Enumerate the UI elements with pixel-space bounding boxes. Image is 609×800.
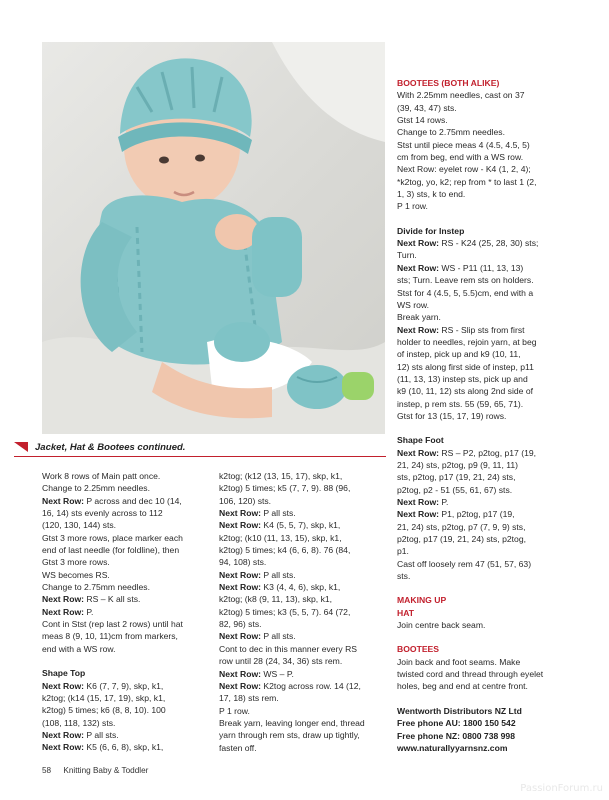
row-text: WS - P11 (11, 13, 13) xyxy=(439,262,524,273)
paragraph-gap xyxy=(397,693,567,705)
text-line xyxy=(42,507,210,519)
row-label: Next Row: xyxy=(219,508,262,519)
row-text: P. xyxy=(439,497,449,507)
text-line xyxy=(42,556,210,568)
text-line xyxy=(397,619,567,631)
text-line xyxy=(219,717,387,729)
row-text: of instep, pick up and k9 (10, 11, xyxy=(397,349,521,360)
text-line xyxy=(397,558,567,570)
section-heading: Free phone AU: 1800 150 542 xyxy=(397,718,516,729)
text-line xyxy=(219,630,387,642)
row-text: P all sts. xyxy=(261,569,296,580)
row-text: fasten off. xyxy=(219,742,257,753)
text-line xyxy=(219,482,387,494)
text-line xyxy=(397,348,567,360)
text-line xyxy=(397,570,567,582)
publication-title: Knitting Baby & Toddler xyxy=(63,766,149,775)
row-label: Next Row: xyxy=(42,594,85,605)
row-text: (120, 130, 144) sts. xyxy=(42,520,117,531)
row-text: K4 (5, 5, 7), skp, k1, xyxy=(261,520,341,531)
row-text: (108, 118, 132) sts. xyxy=(42,717,116,728)
text-line xyxy=(42,618,210,630)
text-line xyxy=(397,324,567,336)
row-text: cm from beg, end with a WS row. xyxy=(397,152,524,163)
row-text: P1, p2tog, p17 (19, xyxy=(439,509,515,520)
text-line xyxy=(397,545,567,557)
row-text: k2tog; (k12 (13, 15, 17), skp, k1, xyxy=(219,471,343,481)
text-line xyxy=(397,139,567,151)
text-line xyxy=(219,532,387,544)
row-text: instep, p rem sts. 55 (59, 65, 71). xyxy=(397,398,524,409)
text-line xyxy=(42,482,210,494)
text-line xyxy=(219,569,387,581)
row-text: yarn through rem sts, draw up tightly, xyxy=(219,730,360,741)
row-label: Next Row: xyxy=(397,324,440,335)
text-line xyxy=(42,680,210,692)
text-line xyxy=(397,102,567,114)
row-text: Break yarn. xyxy=(397,312,441,323)
text-line xyxy=(397,200,567,212)
row-text: P 1 row. xyxy=(397,201,428,212)
watermark: PassionForum.ru xyxy=(520,783,603,794)
text-line xyxy=(397,188,567,200)
text-line xyxy=(219,544,387,556)
text-line xyxy=(42,606,210,618)
text-line xyxy=(397,151,567,163)
text-line xyxy=(397,299,567,311)
text-line xyxy=(42,729,210,741)
row-text: k2tog; (k8 (9, 11, 13), skp, k1, xyxy=(219,594,333,605)
text-line xyxy=(219,470,387,482)
section-heading-red: HAT xyxy=(397,607,415,618)
text-line xyxy=(397,496,567,508)
text-line xyxy=(397,521,567,533)
row-text: RS - Slip sts from first xyxy=(439,324,525,335)
row-text: RS – K all sts. xyxy=(84,594,141,605)
row-label: Next Row: xyxy=(42,495,85,506)
row-text: holder to needles, rejoin yarn, at beg xyxy=(397,336,537,347)
row-label: Next Row: xyxy=(42,729,85,740)
text-line xyxy=(42,717,210,729)
text-line xyxy=(42,532,210,544)
caption-text: Jacket, Hat & Bootees continued. xyxy=(35,441,186,453)
row-label: Next Row: xyxy=(42,680,85,691)
text-line xyxy=(397,114,567,126)
row-text: Change to 2.75mm needles. xyxy=(397,127,505,138)
row-text: Change to 2.75mm needles. xyxy=(42,582,150,593)
text-line xyxy=(397,373,567,385)
text-line xyxy=(397,385,567,397)
row-label: Next Row: xyxy=(397,262,440,273)
text-line xyxy=(397,287,567,299)
text-line xyxy=(219,519,387,531)
paragraph-gap xyxy=(397,582,567,594)
text-line xyxy=(397,249,567,261)
paragraph-gap xyxy=(397,422,567,434)
text-line xyxy=(219,556,387,568)
row-text: p1. xyxy=(397,546,409,557)
row-text: Cast off loosely rem 47 (51, 57, 63) xyxy=(397,558,532,569)
row-text: Next Row: eyelet row - K4 (1, 2, 4); xyxy=(397,164,531,175)
text-line xyxy=(219,729,387,741)
row-text: K3 (4, 4, 6), skp, k1, xyxy=(261,582,341,593)
column-3 xyxy=(397,77,567,754)
text-line xyxy=(219,668,387,680)
text-line xyxy=(42,519,210,531)
text-line xyxy=(219,680,387,692)
text-line xyxy=(42,495,210,507)
text-line xyxy=(397,361,567,373)
row-label: Next Row: xyxy=(397,447,440,458)
text-line xyxy=(397,311,567,323)
text-line xyxy=(42,581,210,593)
row-text: p2tog, p2 - 51 (55, 61, 67) sts. xyxy=(397,484,513,495)
row-label: Next Row: xyxy=(42,606,85,617)
row-text: k2tog; (k14 (15, 17, 19), skp, k1, xyxy=(42,692,166,703)
row-label: Next Row: xyxy=(219,668,262,679)
row-text: 17, 18) sts rem. xyxy=(219,693,279,704)
paragraph-gap xyxy=(42,655,210,667)
row-text: 12) sts along first side of instep, p11 xyxy=(397,361,534,372)
row-text: (39, 43, 47) sts. xyxy=(397,102,457,113)
baby-illustration xyxy=(42,42,385,434)
row-text: Gtst 14 rows. xyxy=(397,115,448,126)
text-line xyxy=(42,569,210,581)
row-label: Next Row: xyxy=(397,509,440,520)
page-footer xyxy=(42,766,148,775)
row-text: k2tog) 5 times; k4 (6, 6, 8). 76 (84, xyxy=(219,545,351,556)
text-line xyxy=(219,705,387,717)
row-text: Gtst 3 more rows. xyxy=(42,557,110,568)
text-line xyxy=(397,176,567,188)
row-text: K6 (7, 7, 9), skp, k1, xyxy=(84,680,164,691)
section-heading: Free phone NZ: 0800 738 998 xyxy=(397,730,515,741)
row-text: Gtst 3 more rows, place marker each xyxy=(42,532,183,543)
text-line xyxy=(397,89,567,101)
text-line xyxy=(397,163,567,175)
row-text: Gtst for 13 (15, 17, 19) rows. xyxy=(397,410,507,421)
row-text: Cont to dec in this manner every RS xyxy=(219,643,358,654)
text-line xyxy=(42,692,210,704)
row-text: 106, 120) sts. xyxy=(219,495,272,506)
row-text: sts. xyxy=(397,571,411,582)
row-text: (11, 13, 13) instep sts, pick up and xyxy=(397,373,528,384)
text-line xyxy=(219,692,387,704)
text-line xyxy=(219,581,387,593)
row-text: WS becomes RS. xyxy=(42,569,110,580)
row-text: k2tog; (k10 (11, 13, 15), skp, k1, xyxy=(219,532,342,543)
row-text: *k2tog, yo, k2; rep from * to last 1 (2, xyxy=(397,176,537,187)
column-2 xyxy=(219,470,387,754)
section-heading: Wentworth Distributors NZ Ltd xyxy=(397,705,522,716)
row-text: sts, p2tog, p17 (19, 21, 24) sts, xyxy=(397,472,516,483)
page-number: 58 xyxy=(42,766,52,775)
row-text: k2tog) 5 times; k5 (7, 7, 9). 88 (96, xyxy=(219,483,351,494)
row-text: Change to 2.25mm needles. xyxy=(42,483,150,494)
row-text: 21, 24) sts, p2tog, p9 (9, 11, 11) xyxy=(397,459,519,470)
text-line xyxy=(219,655,387,667)
row-text: 94, 108) sts. xyxy=(219,557,267,568)
row-label: Next Row: xyxy=(397,497,440,507)
row-text: P all sts. xyxy=(261,631,296,642)
text-line xyxy=(219,495,387,507)
row-text: WS row. xyxy=(397,299,429,310)
caption-bar xyxy=(14,440,386,454)
text-line xyxy=(219,507,387,519)
text-line xyxy=(219,606,387,618)
row-text: meas 8 (9, 10, 11)cm from markers, xyxy=(42,631,178,642)
text-line xyxy=(42,630,210,642)
text-line xyxy=(397,237,567,249)
text-line xyxy=(42,741,210,753)
section-heading-red: BOOTEES xyxy=(397,644,440,655)
row-text: Join centre back seam. xyxy=(397,620,486,631)
text-line xyxy=(219,618,387,630)
section-heading: www.naturallyyarnsnz.com xyxy=(397,742,508,753)
text-line xyxy=(397,471,567,483)
row-text: Stst for 4 (4.5, 5, 5.5)cm, end with a xyxy=(397,287,534,298)
section-heading: Divide for Instep xyxy=(397,225,465,236)
row-text: K5 (6, 6, 8), skp, k1, xyxy=(84,742,164,753)
row-text: end with a WS row. xyxy=(42,643,116,654)
row-label: Next Row: xyxy=(219,582,262,593)
row-text: end of last needle (for foldline), then xyxy=(42,545,180,556)
row-text: P all sts. xyxy=(261,508,296,519)
text-line xyxy=(397,262,567,274)
text-line xyxy=(397,274,567,286)
row-label: Next Row: xyxy=(219,569,262,580)
text-line xyxy=(397,668,567,680)
section-heading: Shape Top xyxy=(42,668,86,679)
row-text: RS - K24 (25, 28, 30) sts; xyxy=(439,238,539,249)
text-line xyxy=(397,533,567,545)
text-line xyxy=(219,742,387,754)
row-text: WS – P. xyxy=(261,668,294,679)
text-line xyxy=(219,643,387,655)
row-text: Break yarn, leaving longer end, thread xyxy=(219,717,365,728)
row-text: K2tog across row. 14 (12, xyxy=(261,680,361,691)
text-line xyxy=(42,470,210,482)
row-text: With 2.25mm needles, cast on 37 xyxy=(397,90,525,101)
row-text: 16, 14) sts evenly across to 112 xyxy=(42,508,163,519)
section-heading-red: MAKING UP xyxy=(397,595,447,606)
text-line xyxy=(397,656,567,668)
text-line xyxy=(397,484,567,496)
row-text: holes, beg and end at centre front. xyxy=(397,681,528,692)
baby-photo xyxy=(42,42,385,434)
row-text: Stst until piece meas 4 (4.5, 4.5, 5) xyxy=(397,139,530,150)
row-label: Next Row: xyxy=(219,520,262,531)
text-line xyxy=(42,704,210,716)
text-line xyxy=(42,593,210,605)
row-text: Cont in Stst (rep last 2 rows) until hat xyxy=(42,619,183,630)
row-text: P all sts. xyxy=(84,729,119,740)
row-text: P 1 row. xyxy=(219,705,250,716)
row-text: 21, 24) sts, p2tog, p7 (7, 9, 9) sts, xyxy=(397,521,526,532)
row-text: row until 28 (24, 34, 36) sts rem. xyxy=(219,656,343,667)
text-line xyxy=(397,459,567,471)
column-1 xyxy=(42,470,210,754)
text-line xyxy=(397,508,567,520)
row-text: sts; Turn. Leave rem sts on holders. xyxy=(397,275,534,286)
paragraph-gap xyxy=(397,631,567,643)
section-heading-red: BOOTEES (BOTH ALIKE) xyxy=(397,78,500,88)
text-line xyxy=(397,126,567,138)
row-text: k2tog) 5 times; k3 (5, 5, 7). 64 (72, xyxy=(219,606,351,617)
paragraph-gap xyxy=(397,213,567,225)
row-text: twisted cord and thread through eyelet xyxy=(397,669,544,680)
row-text: Work 8 rows of Main patt once. xyxy=(42,471,161,481)
row-text: p2tog, p17 (19, 21, 24) sts, p2tog, xyxy=(397,534,526,545)
row-text: 1, 3) sts, k to end. xyxy=(397,189,466,200)
row-text: 82, 96) sts. xyxy=(219,619,262,630)
text-line xyxy=(397,336,567,348)
row-text: P. xyxy=(84,606,94,617)
row-text: RS – P2, p2tog, p17 (19, xyxy=(439,447,537,458)
row-text: k9 (10, 11, 12) sts along 2nd side of xyxy=(397,386,533,397)
text-line xyxy=(42,544,210,556)
caption-marker-icon xyxy=(14,442,28,452)
caption-divider xyxy=(14,456,386,457)
row-text: P across and dec 10 (14, xyxy=(84,495,182,506)
text-line xyxy=(397,410,567,422)
text-line xyxy=(42,643,210,655)
row-label: Next Row: xyxy=(42,742,85,753)
section-heading: Shape Foot xyxy=(397,435,444,446)
row-text: Turn. xyxy=(397,250,417,261)
row-label: Next Row: xyxy=(219,631,262,642)
text-line xyxy=(397,398,567,410)
text-line xyxy=(397,447,567,459)
row-label: Next Row: xyxy=(219,680,262,691)
row-label: Next Row: xyxy=(397,238,440,249)
text-line xyxy=(219,593,387,605)
text-line xyxy=(397,680,567,692)
row-text: Join back and foot seams. Make xyxy=(397,656,521,667)
row-text: k2tog) 5 times; k6 (8, 8, 10). 100 xyxy=(42,705,166,716)
